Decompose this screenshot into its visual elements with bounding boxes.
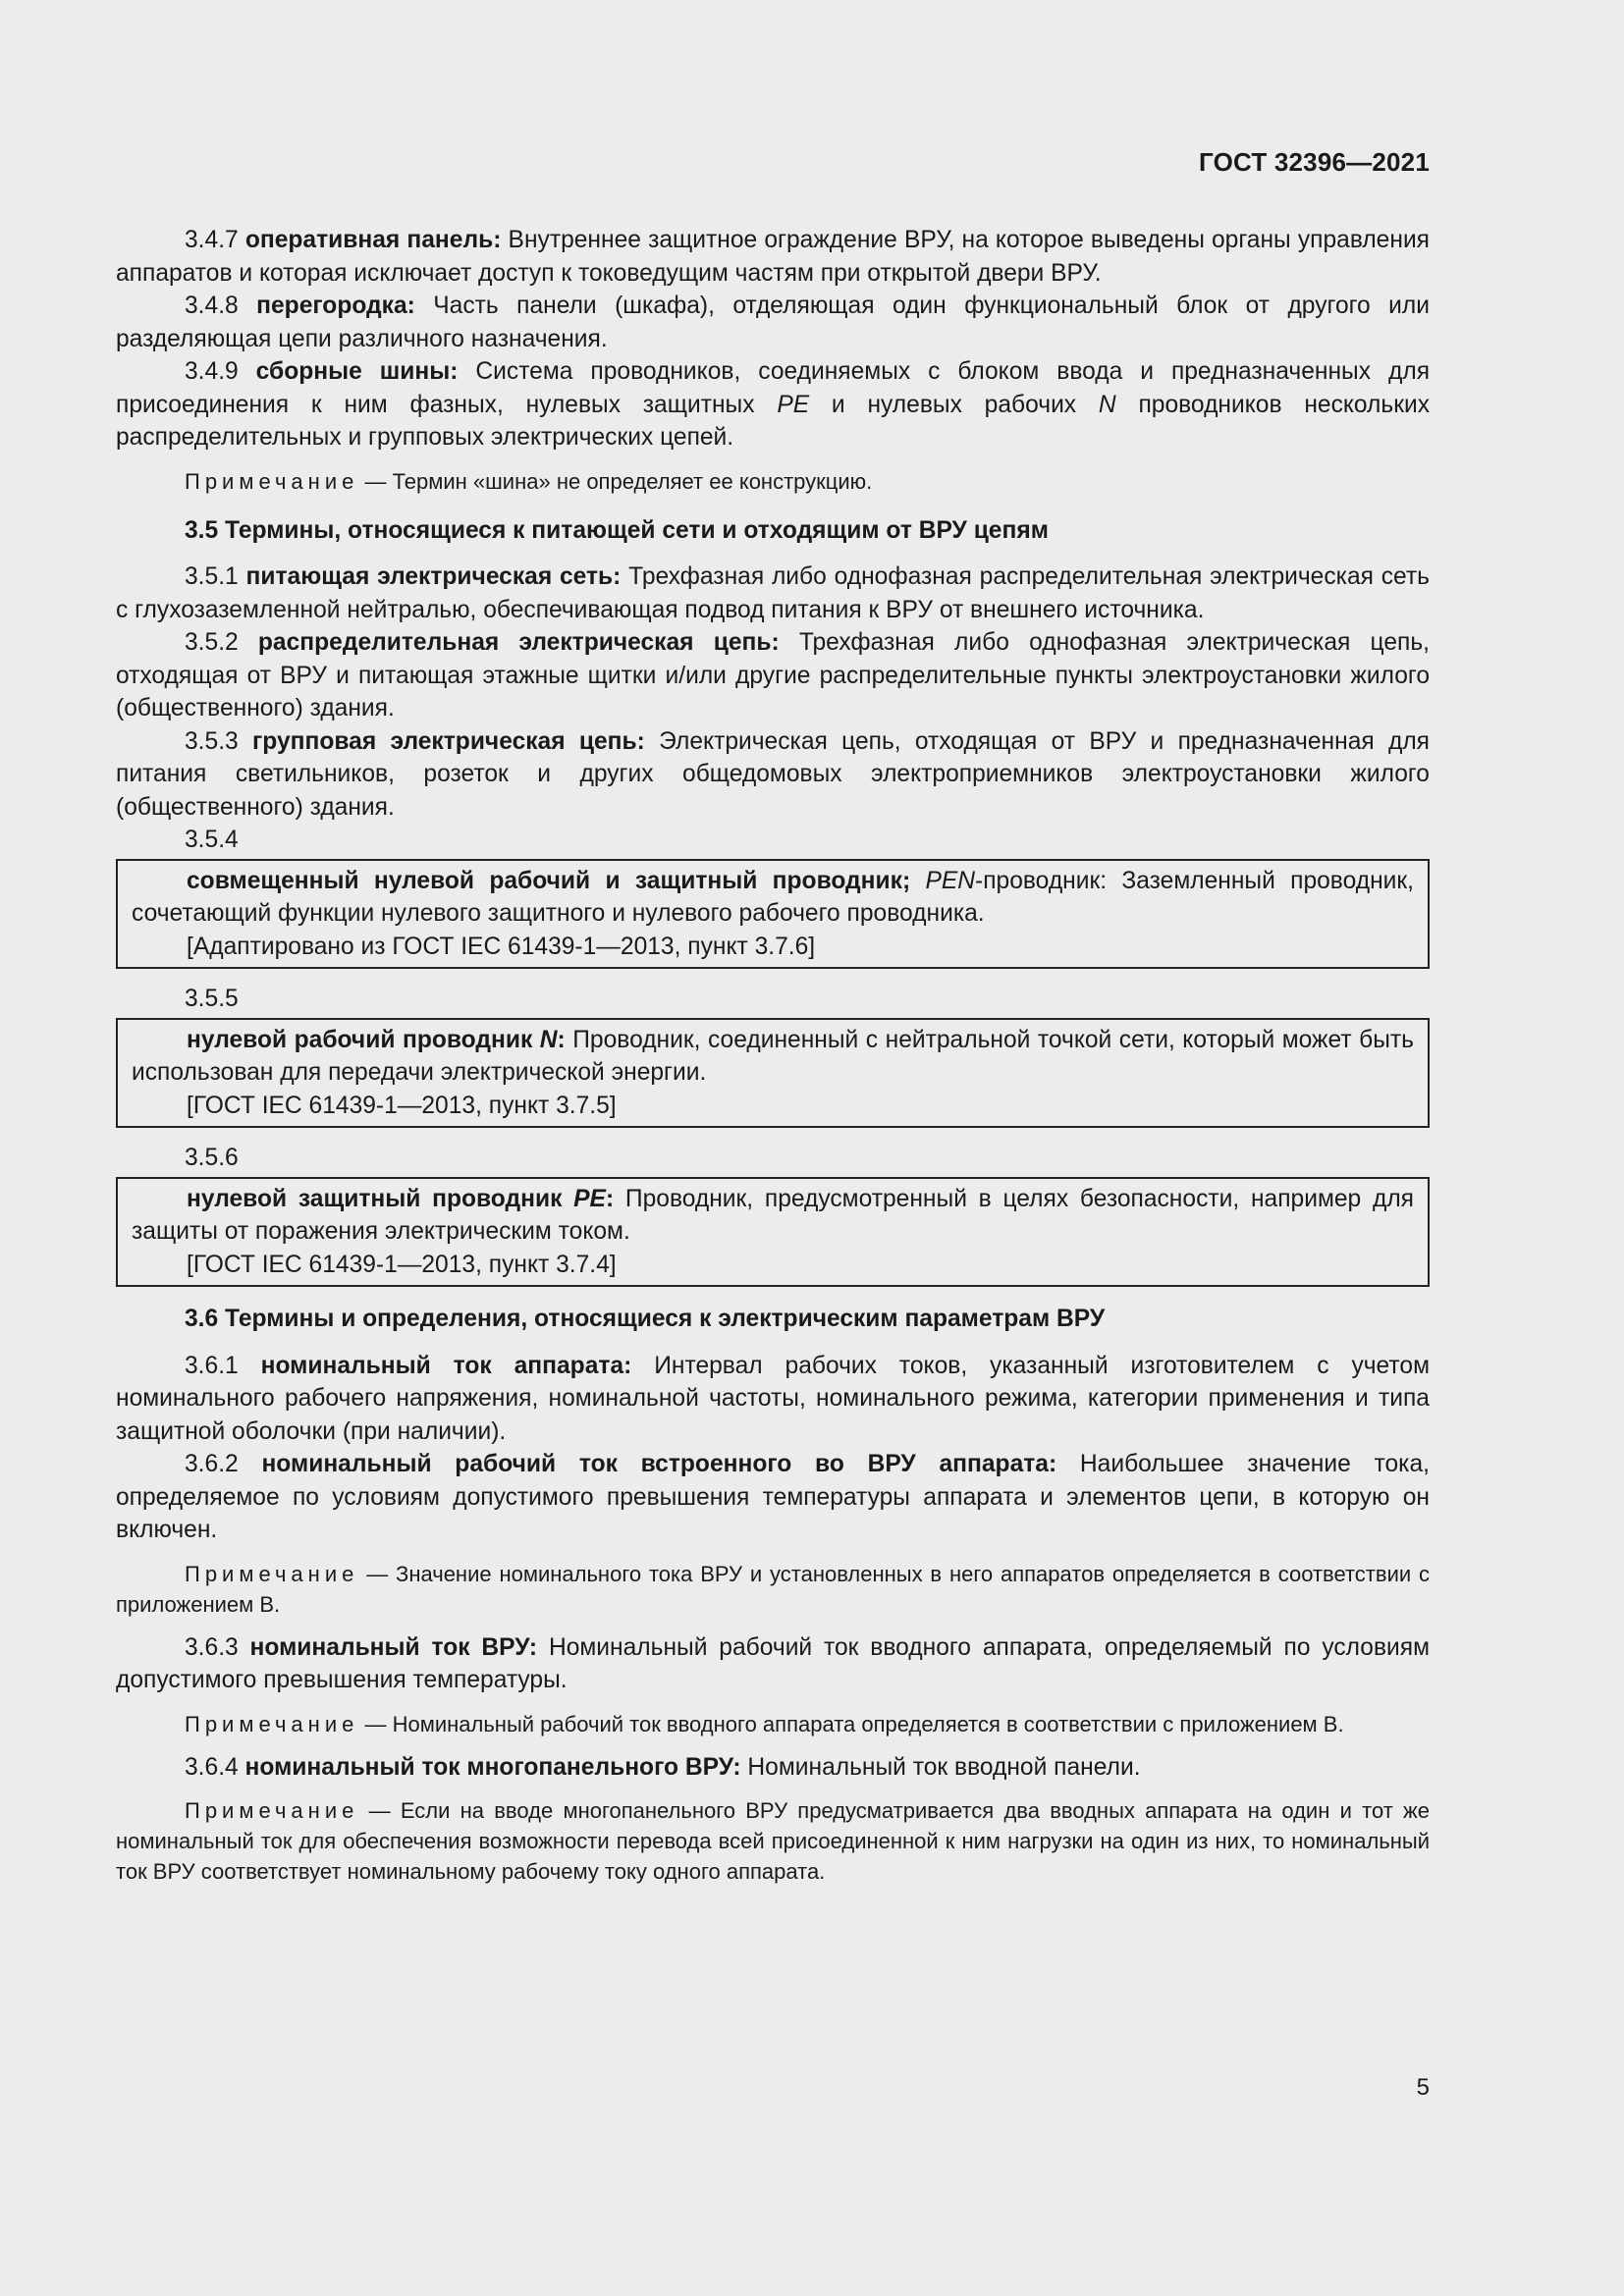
document-body: [116, 224, 1430, 1887]
term-title: номинальный ток многопанельного ВРУ:: [244, 1753, 741, 1781]
term-3-4-7: 3.4.7 оперативная панель: Внутреннее защитное ограждение ВРУ, на которое выведены органы управления аппаратов и которая исключает доступ к токоведущим частям при открытой двери ВРУ.: [116, 227, 1430, 287]
term-3-5-1: 3.5.1 питающая электрическая сеть: Трехфазная либо однофазная распределительная электрическая сеть с глухозаземленной нейтралью, обеспечивающая подвод питания к ВРУ от внешнего источника.: [116, 563, 1430, 623]
term-title: номинальный рабочий ток встроенного во ВРУ аппарата:: [261, 1451, 1057, 1477]
term-title: питающая электрическая сеть:: [245, 563, 622, 590]
term-source: [ГОСТ IEC 61439-1—2013, пункт 3.7.5]: [187, 1092, 617, 1119]
term-3-5-2: 3.5.2 распределительная электрическая цепь: Трехфазная либо однофазная электрическая цепь, отходящая от ВРУ и питающая этажные щитки и/или другие распределительные пункты электроустановки жилого (общественного) здания.: [116, 629, 1430, 721]
note-1: Примечание — Термин «шина» не определяет ее конструкцию.: [185, 468, 873, 494]
term-3-5-3: 3.5.3 групповая электрическая цепь: Электрическая цепь, отходящая от ВРУ и предназначенная для питания светильников, розеток и других общедомовых электроприемников электроустановки жилого (общественного) здания.: [116, 727, 1431, 821]
term-title: распределительная электрическая цепь:: [257, 629, 780, 656]
term-3-6-1: 3.6.1 номинальный ток аппарата: Интервал рабочих токов, указанный изготовителем с учетом номинального рабочего напряжения, номинальной частоты, номинального режима, категории применения и типа защитной оболочки (при наличии).: [116, 1352, 1430, 1445]
term-box-3-5-5: [116, 1018, 1430, 1129]
term-box-3-5-4: [116, 859, 1430, 970]
term-3-6-2: 3.6.2 номинальный рабочий ток встроенного во ВРУ аппарата: Наибольшее значение тока, определяемое по условиям допустимого превышения температуры аппарата и элементов цепи, в которую он включен.: [116, 1451, 1430, 1543]
term-box-3-5-6: [116, 1177, 1430, 1288]
term-title: перегородка:: [256, 293, 415, 319]
page-number: 5: [1416, 2074, 1430, 2101]
term-title: групповая электрическая цепь:: [252, 727, 645, 755]
term-title: сборные шины:: [255, 358, 459, 385]
section-3-6-heading: 3.6 Термины и определения, относящиеся к электрическим параметрам ВРУ: [185, 1306, 1106, 1332]
term-3-4-8: 3.4.8 перегородка: Часть панели (шкафа), отделяющая один функциональный блок от другого или разделяющая цепи различного назначения.: [116, 293, 1430, 352]
note-label: Примечание: [185, 1798, 359, 1823]
term-title: оперативная панель:: [244, 227, 502, 253]
term-title: нулевой рабочий проводник N:: [187, 1026, 566, 1053]
term-source: [ГОСТ IEC 61439-1—2013, пункт 3.7.4]: [187, 1251, 617, 1278]
term-number-3-5-6: 3.5.6: [185, 1145, 239, 1171]
note-label: Примечание: [185, 1711, 359, 1736]
term-source: [Адаптировано из ГОСТ IEC 61439-1—2013, пункт 3.7.6]: [187, 933, 816, 960]
term-definition: нулевой рабочий проводник N: Проводник, соединенный с нейтральной точкой сети, который может быть использован для передачи электрической энергии.: [132, 1026, 1414, 1086]
term-number-3-5-4: 3.5.4: [185, 827, 239, 853]
term-3-6-4: 3.6.4 номинальный ток многопанельного ВРУ: Номинальный ток вводной панели.: [185, 1753, 1141, 1781]
note-label: Примечание: [185, 1561, 359, 1586]
term-3-6-3: 3.6.3 номинальный ток ВРУ: Номинальный рабочий ток вводного аппарата, определяемый по условиям допустимого превышения температуры.: [116, 1633, 1430, 1693]
term-title: нулевой защитный проводник PE:: [187, 1185, 615, 1212]
term-title: совмещенный нулевой рабочий и защитный проводник;: [187, 867, 911, 894]
term-title: номинальный ток аппарата:: [260, 1352, 632, 1379]
note-label: Примечание: [185, 468, 359, 494]
term-definition: совмещенный нулевой рабочий и защитный проводник; PEN-проводник: Заземленный проводник, сочетающий функции нулевого защитного и нулевого рабочего проводника.: [132, 867, 1414, 927]
term-definition: нулевой защитный проводник PE: Проводник, предусмотренный в целях безопасности, например для защиты от поражения электрическим током.: [132, 1185, 1414, 1245]
term-3-4-9: 3.4.9 сборные шины: Система проводников, соединяемых с блоком ввода и предназначенных для присоединения к ним фазных, нулевых защитных PE и нулевых рабочих N проводников нескольких распределительных и групповых электрических цепей.: [116, 358, 1431, 451]
term-number-3-5-5: 3.5.5: [185, 986, 239, 1012]
term-title: номинальный ток ВРУ:: [249, 1633, 538, 1661]
section-3-5-heading: 3.5 Термины, относящиеся к питающей сети и отходящим от ВРУ цепям: [185, 516, 1049, 544]
note-4: Примечание — Если на вводе многопанельного ВРУ предусматривается два вводных аппарата на один и тот же номинальный ток для обеспечения возможности перевода всей присоединенной к ним нагрузки на один из них, то номинальный ток ВРУ соответствует номинальному рабочему току одного аппарата.: [116, 1798, 1430, 1884]
note-2: Примечание — Значение номинального тока ВРУ и установленных в него аппаратов определяется в соответствии с приложением В.: [116, 1561, 1430, 1617]
document-id-header: ГОСТ 32396—2021: [1199, 147, 1430, 177]
note-3: Примечание — Номинальный рабочий ток вводного аппарата определяется в соответствии с приложением В.: [185, 1711, 1344, 1736]
